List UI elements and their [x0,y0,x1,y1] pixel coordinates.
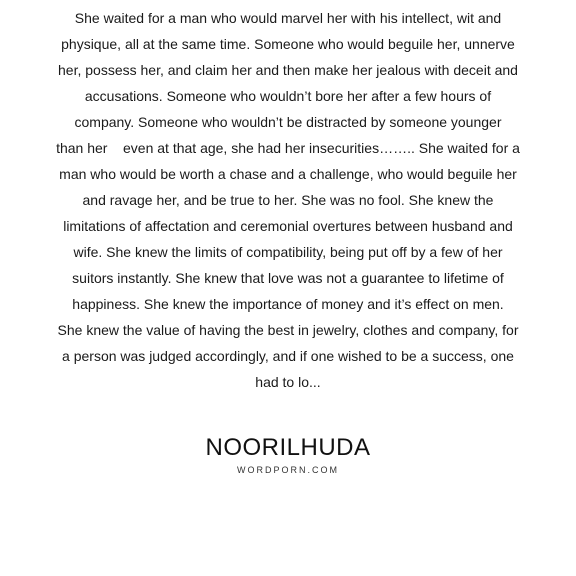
quote-line: and ravage her, and be true to her. She was no fool. She knew the [82,192,494,208]
author-name: NOORILHUDA [205,434,371,461]
quote-line: physique, all at the same time. Someone who would beguile her, unnerve [61,36,515,52]
quote-line: man who would be worth a chase and a challenge, who would beguile her [59,166,517,182]
quote-line: happiness. She knew the importance of money and it’s effect on men. [72,296,504,312]
quote-line: wife. She knew the limits of compatibility, being put off by a few of her [73,244,503,260]
site-credit: WORDPORN.COM [237,465,339,475]
quote-line: had to lo... [255,374,321,390]
quote-line: limitations of affectation and ceremonial overtures between husband and [63,218,513,234]
quote-line: her, possess her, and claim her and then make her jealous with deceit and [58,62,518,78]
quote-line: than her even at that age, she had her insecurities…….. She waited for a [56,140,520,156]
quote-line: a person was judged accordingly, and if one wished to be a success, one [62,348,514,364]
quote-line: She waited for a man who would marvel her with his intellect, wit and [74,10,502,26]
quote-line: company. Someone who wouldn’t be distracted by someone younger [74,114,502,130]
quote-line: suitors instantly. She knew that love was not a guarantee to lifetime of [72,270,504,286]
quote-text [40,8,536,398]
quote-line: She knew the value of having the best in jewelry, clothes and company, for [57,322,519,338]
quote-line: accusations. Someone who wouldn’t bore her after a few hours of [84,88,492,104]
